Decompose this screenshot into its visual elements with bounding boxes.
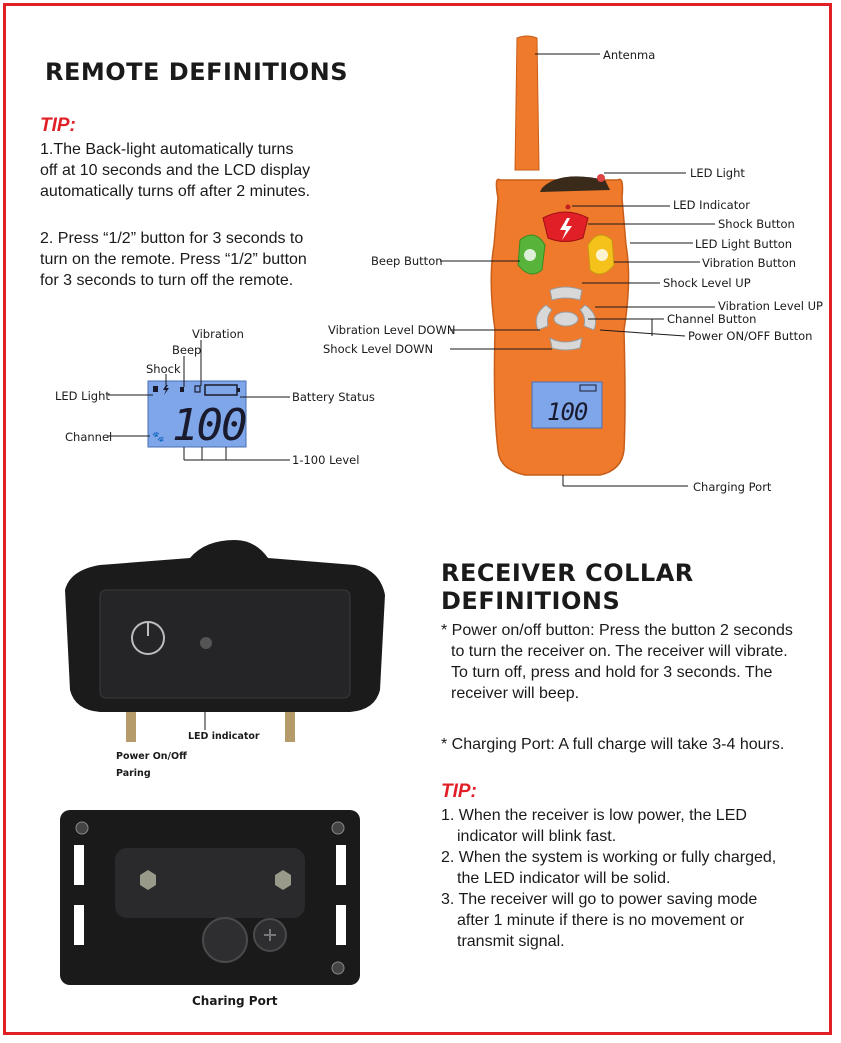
led-light [597,174,605,182]
strap-slot [74,845,84,885]
strap-slot [336,905,346,945]
prong-right [285,712,295,742]
lcd-label-vibration: Vibration [192,327,244,341]
charging-port-cap [203,918,247,962]
lcd-label-beep: Beep [172,343,202,357]
screw-icon [332,822,344,834]
collar-tip-line: 1. When the receiver is low power, the LED [441,807,747,824]
remote-tip-label: TIP: [40,115,76,136]
lcd-label-battery: Battery Status [292,390,375,404]
collar-tip-line: after 1 minute if there is no movement or [457,912,745,929]
beep-icon [524,249,536,261]
label-vibration-level-up: Vibration Level UP [718,299,823,313]
label-charging-port: Charging Port [693,480,772,494]
receiver-led [200,637,212,649]
collar-power-line: to turn the receiver on. The receiver will vibrate. [451,643,788,660]
receiver-label-charging-port: Charing Port [192,994,278,1008]
collar-tip-line: indicator will blink fast. [457,828,617,845]
strap-slot [74,905,84,945]
channel-icon: 🐾 [152,432,165,443]
remote-tip2-line: 2. Press “1/2” button for 3 seconds to [40,230,304,247]
screw-icon [332,962,344,974]
remote-tip1 [40,139,310,202]
channel-button [554,312,578,326]
label-shock-level-up: Shock Level UP [663,276,751,290]
collar-tip-line: the LED indicator will be solid. [457,870,671,887]
prong-left [126,712,136,742]
label-shock-level-down: Shock Level DOWN [323,342,434,356]
lcd-value: 100 [172,400,246,451]
label-led-indicator: LED Indicator [673,198,751,212]
receiver-label-led-indicator: LED indicator [188,731,260,742]
screw-icon [76,822,88,834]
receiver-front-panel [100,590,350,698]
label-channel-button: Channel Button [667,312,757,326]
lcd-label-level: 1-100 Level [292,453,360,467]
label-antenna: Antenma [603,48,656,62]
collar-tip-line: transmit signal. [457,933,565,950]
lcd-label-channel: Channel [65,430,113,444]
remote-tip1-line: automatically turns off after 2 minutes. [40,183,311,200]
receiver-label-paring: Paring [116,768,151,779]
label-shock-button: Shock Button [718,217,795,231]
receiver-label-power: Power On/Off [116,751,187,762]
collar-power-line: receiver will beep. [451,685,580,702]
label-vibration-level-down: Vibration Level DOWN [328,323,456,337]
receiver-illustration [40,530,400,1020]
remote-screen-value: 100 [547,398,588,426]
label-vibration-button: Vibration Button [702,256,797,270]
lcd-label-led-light: LED Light [55,389,110,403]
collar-tip-line: 3. The receiver will go to power saving mode [441,891,758,908]
strap-slot [336,845,346,885]
led-light-icon [153,386,158,392]
shock-level-up-button [550,287,582,300]
collar-power-line: To turn off, press and hold for 3 seconds. The [451,664,773,681]
remote-tip2-line: turn on the remote. Press “1/2” button [40,251,307,268]
collar-power-line: * Power on/off button: Press the button 2 seconds [441,622,793,639]
collar-title [441,559,694,615]
remote-definitions-title: REMOTE DEFINITIONS [45,58,349,86]
beep-icon [180,387,184,392]
collar-title-line2: DEFINITIONS [441,587,621,615]
battery-tip [237,388,240,392]
lcd-label-shock: Shock [146,362,181,376]
label-led-light-button: LED Light Button [695,237,793,251]
label-power-button: Power ON/OFF Button [688,329,813,343]
collar-tip-label: TIP: [441,781,477,802]
remote-tip1-line: 1.The Back-light automatically turns [40,141,294,158]
label-led-light: LED Light [690,166,745,180]
label-beep-button: Beep Button [371,254,443,268]
collar-charging-text: * Charging Port: A full charge will take 3-4 hours. [441,736,785,753]
led-indicator [566,205,571,210]
remote-tip1-line: off at 10 seconds and the LCD display [40,162,311,179]
collar-power-text [441,620,793,704]
collar-tips [441,805,776,952]
collar-title-line1: RECEIVER COLLAR [441,559,694,587]
vibration-icon [596,249,608,261]
remote-illustration [360,30,830,510]
collar-tip-line: 2. When the system is working or fully charged, [441,849,777,866]
remote-tip2 [40,228,307,291]
remote-tip2-line: for 3 seconds to turn off the remote. [40,272,294,289]
antenna [515,36,539,170]
